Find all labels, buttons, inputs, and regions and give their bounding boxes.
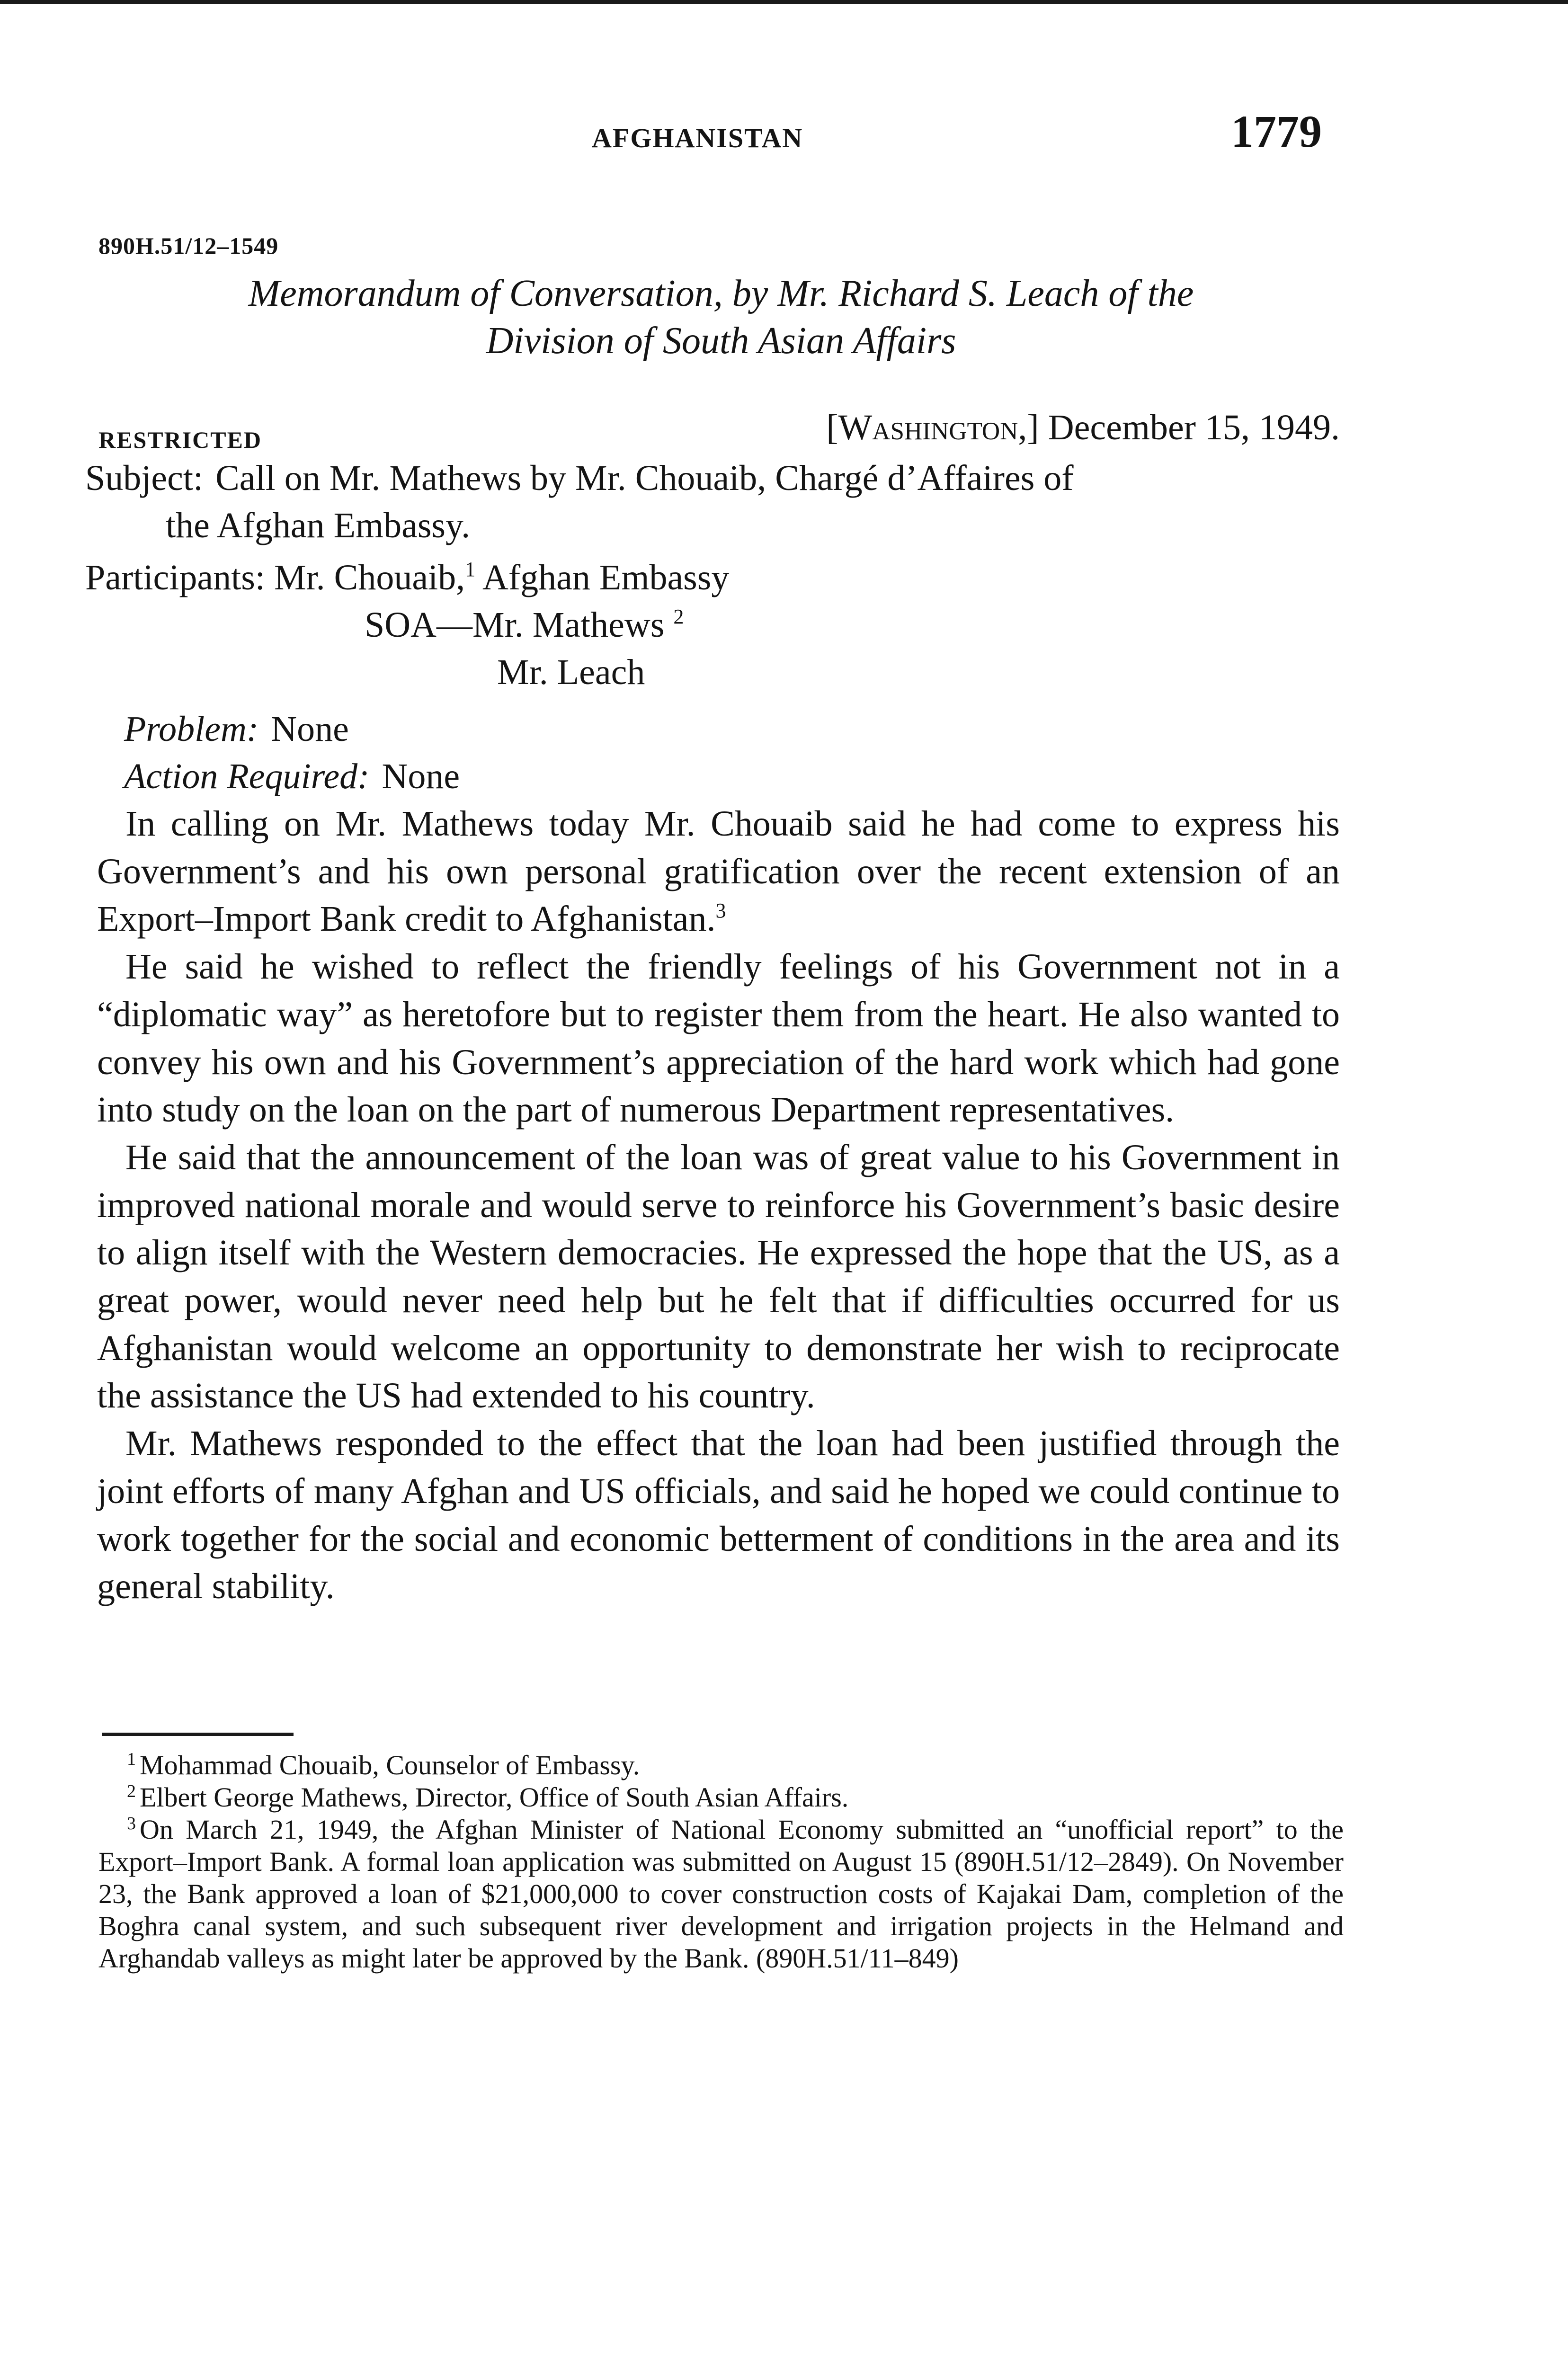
footnotes bbox=[98, 1749, 1344, 1975]
dateline bbox=[691, 407, 1340, 448]
footnote-1 bbox=[98, 1749, 1344, 1781]
participants-block bbox=[85, 554, 729, 696]
subject-label: Subject: bbox=[85, 458, 204, 498]
footnote-mark: 2 bbox=[127, 1781, 136, 1801]
participant-name: SOA—Mr. Mathews bbox=[365, 605, 665, 645]
action-label: Action Required: bbox=[124, 756, 370, 796]
top-border-rule bbox=[0, 0, 1568, 4]
footnote-ref: 1 bbox=[465, 558, 476, 581]
paragraph-4: Mr. Mathews responded to the effect that the loan had been justified through the joint efforts of many Afghan and US officials, and said he hoped we could continue to work together for the social and economic betterment of conditions in the area and its general stability. bbox=[97, 1424, 1340, 1607]
footnote-ref: 3 bbox=[715, 899, 726, 923]
paragraph-2: He said he wished to reflect the friendly feelings of his Government not in a “diplomatic way” as heretofore but to register them from the heart. He also wanted to convey his own and his Government’s appreciation of the hard work which had gone into study on the loan on the part of numerous Department representatives. bbox=[97, 947, 1340, 1130]
footnote-text: On March 21, 1949, the Afghan Minister of National Economy submitted an “unofficial report” to the Export–Import Bank. A formal loan application was submitted on August 15 (890H.51/12–2849). On November 23, the Bank approved a loan of $21,000,000 to cover construction costs of Kajakai Dam, completion of the Boghra canal system, and such subsequent river development and irrigation projects in the Helmand and Arghandab valleys as might later be approved by the Bank. (890H.51/11–849) bbox=[98, 1814, 1344, 1974]
participant-name: Mr. Chouaib, bbox=[274, 558, 465, 597]
document-title bbox=[98, 270, 1344, 365]
title-line-1: Memorandum of Conversation, by Mr. Richard S. Leach of the bbox=[248, 273, 1194, 314]
participant-org: Afghan Embassy bbox=[482, 558, 730, 597]
participant-row-2 bbox=[365, 601, 729, 649]
footnote-text: Mohammad Chouaib, Counselor of Embassy. bbox=[140, 1750, 640, 1780]
participant-row-1 bbox=[85, 554, 729, 601]
participant-row-3: Mr. Leach bbox=[497, 652, 645, 692]
running-head: AFGHANISTAN bbox=[592, 123, 803, 153]
participants-label: Participants: bbox=[85, 558, 265, 597]
problem-label: Problem: bbox=[124, 709, 259, 749]
footnote-rule bbox=[102, 1733, 294, 1736]
footnote-3 bbox=[98, 1814, 1344, 1975]
footnote-2 bbox=[98, 1781, 1344, 1814]
footnote-ref: 2 bbox=[673, 605, 684, 628]
page-number: 1779 bbox=[1231, 106, 1322, 157]
paragraph-1-text: In calling on Mr. Mathews today Mr. Chouaib said he had come to express his Government’s and his own personal gratification over the recent extension of an Export–Import Bank credit to Afghanistan. bbox=[97, 804, 1340, 939]
classification-label: RESTRICTED bbox=[98, 427, 262, 453]
file-number: 890H.51/12–1549 bbox=[98, 232, 279, 259]
subject-block bbox=[85, 454, 1345, 549]
action-line bbox=[124, 753, 460, 800]
paragraph-1 bbox=[97, 800, 1340, 943]
footnote-mark: 1 bbox=[127, 1749, 136, 1769]
problem-action-block bbox=[124, 705, 460, 800]
paragraph-3: He said that the announcement of the loan was of great value to his Government in improved national morale and would serve to reinforce his Government’s basic desire to align itself with the Western democracies. He expressed the hope that the US, as a great power, would never need help but he felt that if difficulties occurred for us Afghanistan would welcome an opportunity to demonstrate her wish to reciprocate the assistance the US had extended to his country. bbox=[97, 1137, 1340, 1416]
title-line-2: Division of South Asian Affairs bbox=[486, 320, 956, 362]
footnote-text: Elbert George Mathews, Director, Office of South Asian Affairs. bbox=[140, 1782, 849, 1813]
subject-line-1: Call on Mr. Mathews by Mr. Chouaib, Chargé d’Affaires of bbox=[215, 458, 1074, 498]
problem-line bbox=[124, 705, 460, 753]
subject-line-2: the Afghan Embassy. bbox=[166, 506, 471, 545]
action-value: None bbox=[382, 756, 460, 796]
dateline-place: [Washington,] bbox=[826, 408, 1039, 447]
footnote-mark: 3 bbox=[127, 1814, 136, 1833]
problem-value: None bbox=[271, 709, 349, 749]
dateline-date: December 15, 1949. bbox=[1048, 408, 1340, 447]
memo-body bbox=[97, 800, 1340, 1611]
